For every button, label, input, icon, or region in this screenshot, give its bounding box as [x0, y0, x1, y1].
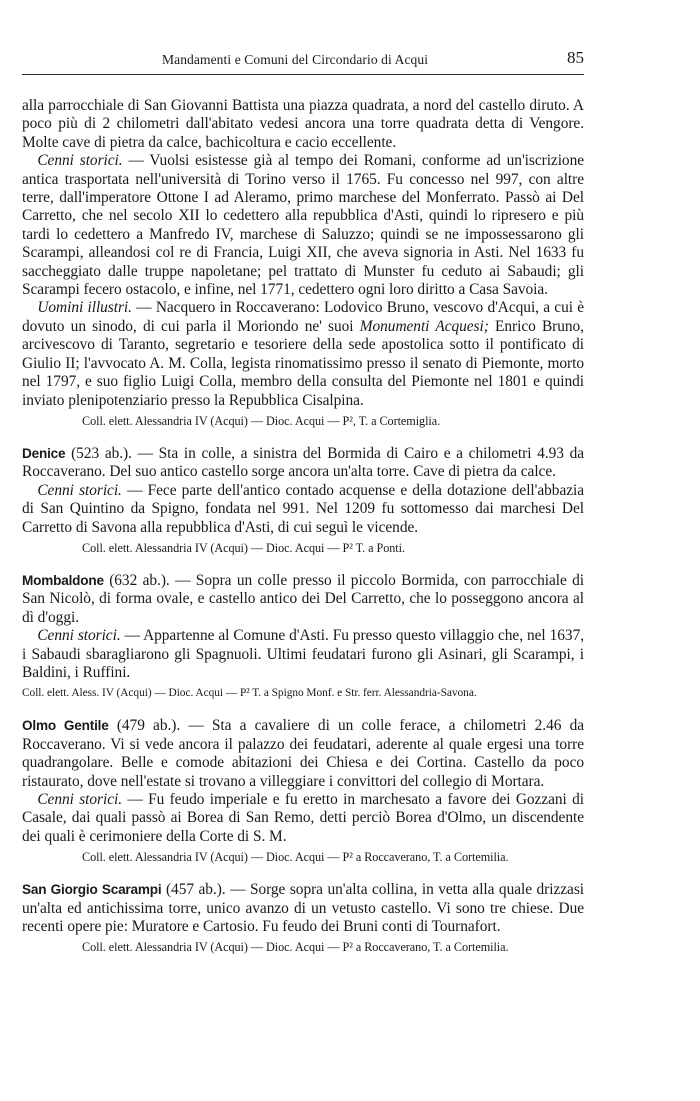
uomini-illustri-text-cont: Enrico Bruno, arcivescovo di Taranto, segretario e tesoriere della sede apostolica sotto il pontificato di Giulio II; l'avvocato A. M. Colla, legista rinomatissimo presso il senato di Piemonte, morto nel 1797, e suo figlio Luigi Colla, membro della consulta del Piemonte nel 1801 e quindi inviato plenipotenziario presso la Repubblica Cisalpina. [22, 317, 584, 409]
body-text [22, 97, 584, 955]
paragraph-cenni-storici [22, 627, 584, 682]
entry-name: San Giorgio Scarampi [22, 882, 162, 898]
entry-text: (457 ab.). — Sorge sopra un'alta collina, in vetta alla quale drizzasi un'alta ed antichissima torre, unico avanzo di un vetusto castello. Vi sono tre chiese. Due recenti opere pie: Muratore e Cartosio. Fu feudo dei Bruni conti di Tournafort. [22, 881, 584, 936]
entry-text: (479 ab.). — Sta a cavaliere di un colle ferace, a chilometri 2.46 da Roccaverano. Vi si vede ancora il palazzo dei feudatari, aderente al quale ergesi una torre quadrangolare. Belle e comode abitazioni dei Chiesa e dei Cortina. Castello da poco ristaurato, dove nell'estate si trovano a villeggiare i convittori del collegio di Mortara. [22, 717, 584, 790]
collegio-line: Coll. elett. Alessandria IV (Acqui) — Dioc. Acqui — P² a Roccaverano, T. a Cortemilia. [82, 850, 509, 865]
entry-name: Olmo Gentile [22, 718, 109, 734]
collegio-line: Coll. elett. Alessandria IV (Acqui) — Dioc. Acqui — P² T. a Ponti. [82, 540, 405, 555]
cenni-storici-text: — Appartenne al Comune d'Asti. Fu presso questo villaggio che, nel 1637, i Sabaudi sbaragliarono gli Spagnuoli. Ultimi feudatari furono gli Asinari, gli Scarampi, i Baldini, i Ruffini. [22, 627, 585, 681]
cenni-storici-label: Cenni storici. [37, 791, 123, 808]
entry-paragraph [22, 572, 584, 627]
cenni-storici-text: — Fece parte dell'antico contado acquense e della dotazione dell'abbazia di San Quintino da Spigno, fondata nel 991. Nel 1209 fu sottomesso dai marchesi Del Carretto di Savona alla repubblica d'Asti, di cui seguì le vicende. [22, 481, 585, 536]
page [22, 0, 584, 955]
entry-paragraph [22, 881, 584, 936]
running-head [22, 46, 584, 75]
work-title: Monumenti Acquesi; [359, 317, 489, 335]
cenni-storici-text: — Vuolsi esistesse già al tempo dei Romani, conforme ad un'iscrizione antica trasportata nell'università di Torino verso il 1765. Fu concesso nel 997, con altre terre, dall'imperatore Ottone I ad Aleramo, primo marchese del Monferrato. Passò ai Del Carretto, che nel secolo XII lo cedettero alla repubblica d'Asti, quindi lo ripresero e più tardi lo cedettero a Manfredo IV, marchese di Saluzzo; quindi se ne impossessarono gli Scarampi, alleandosi col re di Francia, Luigi XII, che aveva signoria in Asti. Nel 1633 fu saccheggiato dalle truppe napoletane; pel trattato di Munster fu ceduto ai Sabaudi; gli Scarampi fecero ostacolo, e infine, nel 1771, cedettero ogni loro diritto a Casa Savoia. [22, 152, 585, 299]
uomini-illustri-label: Uomini illustri. [37, 299, 132, 317]
cenni-storici-label: Cenni storici. [37, 627, 121, 645]
entry-name: Mombaldone [22, 572, 104, 588]
entry-paragraph [22, 445, 584, 482]
entry-denice [22, 445, 584, 556]
collegio-line: Coll. elett. Aless. IV (Acqui) — Dioc. Acqui — P² T. a Spigno Monf. e Str. ferr. Alessandria-Savona. [22, 687, 477, 700]
entry-paragraph [22, 717, 584, 791]
cenni-storici-text: — Fu feudo imperiale e fu eretto in marchesato a favore dei Gozzani di Casale, dai quali passò ai Borea di San Remo, detti perciò Borea d'Olmo, un discendente dei quali è cerimoniere della Corte di S. M. [22, 791, 584, 845]
collegio-line: Coll. elett. Alessandria IV (Acqui) — Dioc. Acqui — P², T. a Cortemiglia. [82, 413, 441, 428]
paragraph-cenni-storici [22, 152, 584, 299]
entry-san-giorgio-scarampi [22, 881, 584, 955]
entry-text: (523 ab.). — Sta in colle, a sinistra del Bormida di Cairo e a chilometri 4.93 da Roccaverano. Del suo antico castello sorge ancora un'alta torre. Cave di pietra da calce. [22, 444, 584, 481]
entry-roccaverano-continued [22, 97, 584, 429]
paragraph-uomini-illustri [22, 299, 584, 409]
paragraph-cenni-storici [22, 791, 584, 846]
cenni-storici-label: Cenni storici. [37, 152, 123, 170]
collegio-line: Coll. elett. Alessandria IV (Acqui) — Dioc. Acqui — P² a Roccaverano, T. a Cortemilia. [82, 940, 509, 955]
paragraph-text: alla parrocchiale di San Giovanni Battista una piazza quadrata, a nord del castello diruto. A poco più di 2 chilometri dall'abitato vedesi ancora una torre quadrata detta di Vengore. Molte cave di pietra da calce, bachicoltura e cacio eccellente. [22, 97, 584, 151]
entry-text: (632 ab.). — Sopra un colle presso il piccolo Bormida, con parrocchiale di San Nicolò, di forma ovale, e castello antico dei Del Carretto, che lo posseggono ancora al dì d'oggi. [22, 571, 584, 626]
paragraph [22, 97, 584, 152]
entry-mombaldone [22, 572, 584, 701]
page-number: 85 [567, 48, 584, 67]
cenni-storici-label: Cenni storici. [37, 481, 122, 499]
running-title: Mandamenti e Comuni del Circondario di Acqui [162, 52, 429, 67]
paragraph-cenni-storici [22, 482, 584, 537]
entry-name: Denice [22, 445, 66, 461]
entry-olmo-gentile [22, 717, 584, 865]
uomini-illustri-text: — Nacquero in Roccaverano: Lodovico Bruno, vescovo d'Acqui, a cui è dovuto un sinodo, di cui parla il Moriondo ne' suoi [22, 299, 584, 335]
